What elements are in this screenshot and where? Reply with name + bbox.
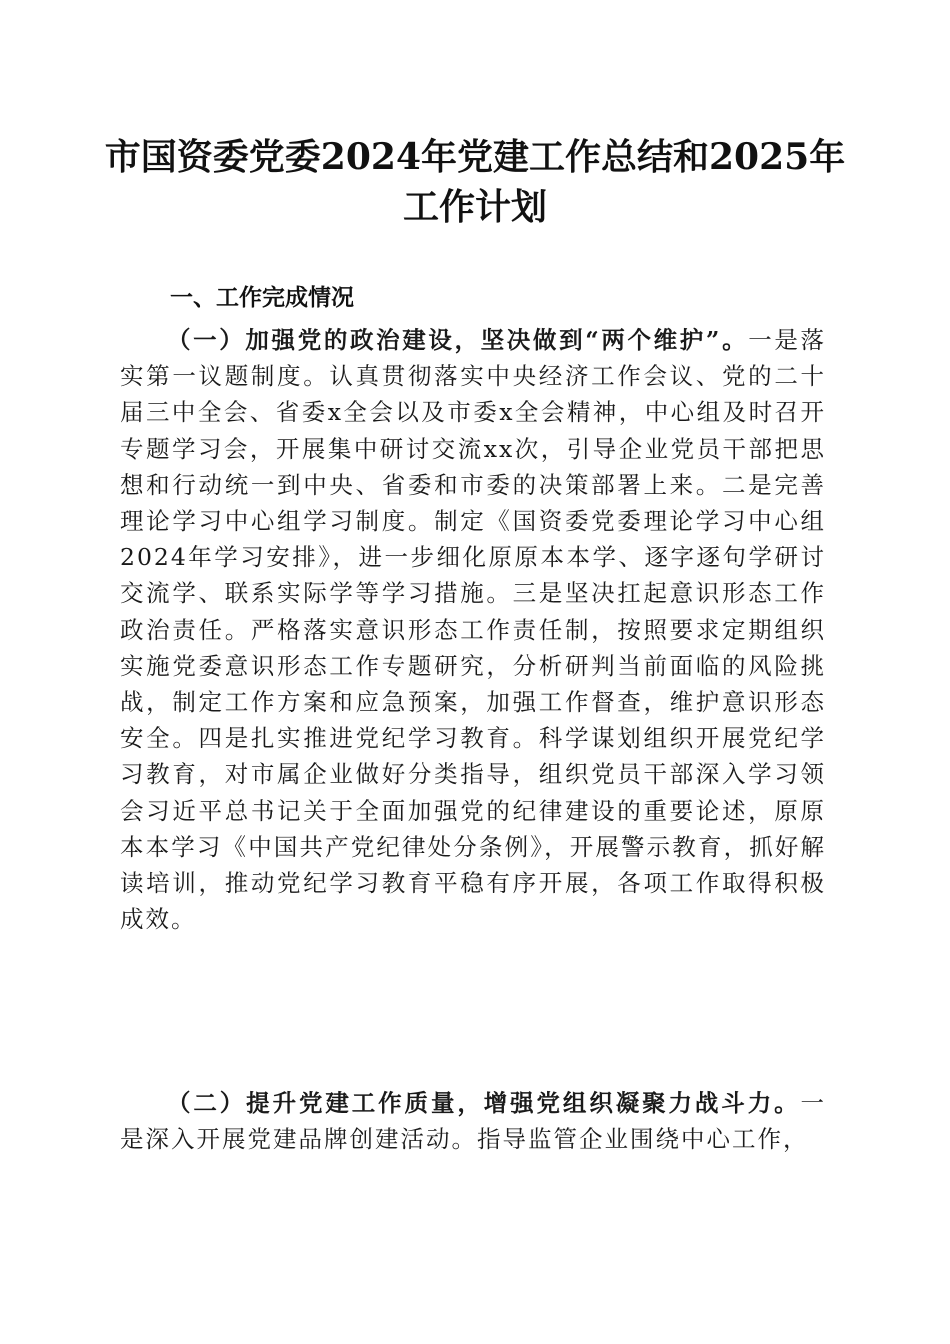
paragraph-party-building-quality <box>120 1085 826 1157</box>
paragraph-body: 一是深入开展党建品牌创建活动。指导监管企业围绕中心工作， <box>120 1089 826 1154</box>
paragraph-lead: （二）提升党建工作质量，增强党组织凝聚力战斗力。 <box>167 1089 801 1117</box>
paragraph-political-building <box>120 322 826 937</box>
section-heading: 一、工作完成情况 <box>170 285 354 311</box>
paragraph-body: 一是落实第一议题制度。认真贯彻落实中央经济工作会议、党的二十届三中全会、省委x全会以及市委x全会精神，中心组及时召开专题学习会，开展集中研讨交流xx次，引导企业党员干部把思想和行动统一到中央、省委和市委的决策部署上来。二是完善理论学习中心组学习制度。制定《国资委党委理论学习中心组2024年学习安排》，进一步细化原原本本学、逐字逐句学研讨交流学、联系实际学等学习措施。三是坚决扛起意识形态工作政治责任。严格落实意识形态工作责任制，按照要求定期组织实施党委意识形态工作专题研究，分析研判当前面临的风险挑战，制定工作方案和应急预案，加强工作督查，维护意识形态安全。四是扎实推进党纪学习教育。科学谋划组织开展党纪学习教育，对市属企业做好分类指导，组织党员干部深入学习领会习近平总书记关于全面加强党的纪律建设的重要论述，原原本本学习《中国共产党纪律处分条例》，开展警示教育，抓好解读培训，推动党纪学习教育平稳有序开展，各项工作取得积极成效。 <box>120 326 826 934</box>
paragraph-lead: （一）加强党的政治建设，坚决做到“两个维护”。 <box>167 326 749 354</box>
document-title: 市国资委党委2024年党建工作总结和2025年工作计划 <box>104 136 846 228</box>
